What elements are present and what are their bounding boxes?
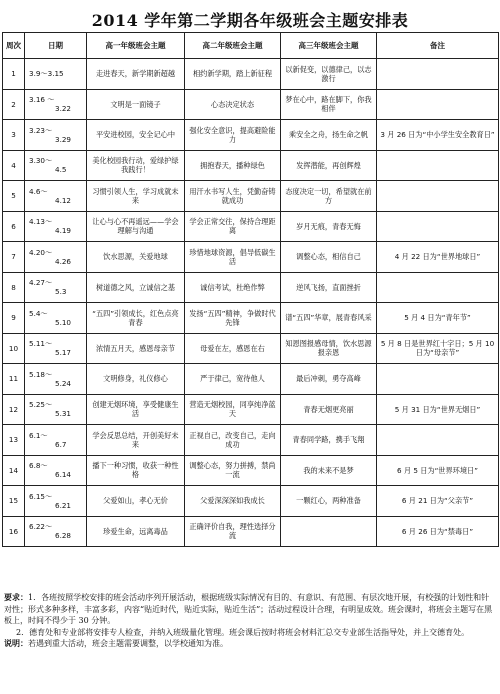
date-range	[25, 425, 87, 456]
grade1-theme: 习惯引领人生，学习成就未来	[87, 181, 185, 212]
date-range	[25, 333, 87, 364]
date-start: 6.22～	[29, 522, 53, 532]
grade2-theme: 珍惜地球资源，倡导低碳生活	[185, 242, 281, 273]
date-end: 5.24	[55, 378, 72, 388]
week-number: 12	[3, 394, 25, 425]
grade2-theme: 诚信考试，杜绝作弊	[185, 272, 281, 303]
date-range	[25, 486, 87, 517]
date-start: 6.1～	[29, 430, 48, 440]
grade3-theme: 逆风飞扬，直面挫折	[281, 272, 377, 303]
requirement-2	[4, 627, 496, 639]
requirement-1	[4, 592, 496, 627]
grade3-theme: 我的未来不是梦	[281, 455, 377, 486]
grade1-theme: 美化校园我行动，爱绿护绿我践行！	[87, 150, 185, 181]
date-range	[25, 242, 87, 273]
date-start: 6.8～	[29, 461, 48, 471]
table-row	[3, 59, 499, 90]
requirement-2-text: 2．德育处和专业部将安排专人检查，并纳入班级量化管理。班会课后按时将班会材料汇总交专业部生活指导处，并上交德育处。	[16, 627, 470, 637]
note-cell	[377, 59, 499, 90]
date-end: 6.21	[55, 500, 72, 510]
explanation-text: 若遇到重大活动，班会主题需要调整，以学校通知为准。	[28, 639, 228, 648]
grade3-theme	[281, 516, 377, 547]
note-cell: 6 月 21 日为“父亲节”	[377, 486, 499, 517]
week-number: 5	[3, 181, 25, 212]
grade3-theme: 知恩图报感母情，饮水思源报亲恩	[281, 333, 377, 364]
table-row	[3, 181, 499, 212]
date-range	[25, 120, 87, 151]
date-range	[25, 59, 87, 90]
table-row	[3, 364, 499, 395]
grade2-theme: 父爱深深深如我成长	[185, 486, 281, 517]
grade1-theme: 饮水思源，关爱地球	[87, 242, 185, 273]
date-range	[25, 272, 87, 303]
table-row	[3, 242, 499, 273]
grade3-theme: 岁月无痕，青春无悔	[281, 211, 377, 242]
week-number: 11	[3, 364, 25, 395]
date-range	[25, 89, 87, 120]
date-range	[25, 516, 87, 547]
week-number: 16	[3, 516, 25, 547]
table-row	[3, 394, 499, 425]
explanation	[4, 638, 496, 650]
grade1-theme: 父爱如山，孝心无价	[87, 486, 185, 517]
date-end: 6.7	[55, 439, 67, 449]
grade2-theme: 营造无烟校园，同享纯净蓝天	[185, 394, 281, 425]
grade2-theme: 正确评价自我，理性选择分流	[185, 516, 281, 547]
date-start: 3.9～3.15	[29, 69, 64, 79]
grade3-theme: 态度决定一切，希望就在前方	[281, 181, 377, 212]
grade2-theme: 相约新学期，踏上新征程	[185, 59, 281, 90]
grade2-theme: 严于律己，宽待他人	[185, 364, 281, 395]
note-cell	[377, 272, 499, 303]
notes-section	[4, 592, 496, 650]
table-row	[3, 150, 499, 181]
grade2-theme: 发扬“五四”精神，争做时代先锋	[185, 303, 281, 334]
grade2-theme: 母爱在左，感恩在右	[185, 333, 281, 364]
grade1-theme: 播下一种习惯，收获一种性格	[87, 455, 185, 486]
date-end: 3.29	[55, 134, 72, 144]
week-number: 10	[3, 333, 25, 364]
date-end: 4.12	[55, 195, 72, 205]
table-row	[3, 425, 499, 456]
schedule-table	[2, 32, 499, 547]
date-start: 3.16 ～	[29, 95, 55, 105]
date-start: 4.6～	[29, 186, 48, 196]
week-number: 9	[3, 303, 25, 334]
date-start: 4.27～	[29, 278, 53, 288]
grade3-theme: 谱“五四”华章，展青春风采	[281, 303, 377, 334]
week-number: 7	[3, 242, 25, 273]
date-start: 5.18～	[29, 369, 53, 379]
note-cell	[377, 89, 499, 120]
date-start: 4.20～	[29, 247, 53, 257]
requirements-label: 要求：	[4, 592, 28, 602]
date-end: 5.3	[55, 287, 67, 297]
grade1-theme: 平安进校园，安全记心中	[87, 120, 185, 151]
date-end: 4.26	[55, 256, 72, 266]
grade1-theme: 树道德之风，立诚信之基	[87, 272, 185, 303]
grade1-theme: 浓情五月天，感恩母亲节	[87, 333, 185, 364]
table-row	[3, 516, 499, 547]
header-date: 日期	[25, 33, 87, 59]
grade3-theme: 乘安全之舟，扬生命之帆	[281, 120, 377, 151]
grade3-theme: 以新促变，以德律己，以志激行	[281, 59, 377, 90]
note-cell: 5 月 31 日为“世界无烟日”	[377, 394, 499, 425]
header-week: 周次	[3, 33, 25, 59]
table-row	[3, 455, 499, 486]
grade2-theme: 心态决定状态	[185, 89, 281, 120]
grade1-theme: 让心与心不再遥远——学会理解与沟通	[87, 211, 185, 242]
header-grade2: 高二年级班会主题	[185, 33, 281, 59]
grade3-theme: 青春同学路，携手飞翔	[281, 425, 377, 456]
table-header-row	[3, 33, 499, 59]
note-cell: 6 月 5 日为“世界环境日”	[377, 455, 499, 486]
header-grade1: 高一年级班会主题	[87, 33, 185, 59]
week-number: 8	[3, 272, 25, 303]
week-number: 1	[3, 59, 25, 90]
date-end: 5.31	[55, 409, 72, 419]
table-row	[3, 120, 499, 151]
header-note: 备注	[377, 33, 499, 59]
note-cell	[377, 150, 499, 181]
grade2-theme: 强化安全意识，提高避险能力	[185, 120, 281, 151]
date-end: 4.5	[55, 165, 67, 175]
date-range	[25, 364, 87, 395]
date-start: 6.15～	[29, 491, 53, 501]
explanation-label: 说明：	[4, 638, 28, 648]
date-start: 3.23～	[29, 125, 53, 135]
date-range	[25, 303, 87, 334]
week-number: 6	[3, 211, 25, 242]
date-range	[25, 394, 87, 425]
date-end: 6.14	[55, 470, 72, 480]
grade1-theme: 创建无烟环境，享受健康生活	[87, 394, 185, 425]
note-cell: 3 月 26 日为“中小学生安全教育日”	[377, 120, 499, 151]
table-row	[3, 211, 499, 242]
table-row	[3, 89, 499, 120]
week-number: 2	[3, 89, 25, 120]
note-cell: 5 月 8 日是世界红十字日；5 月 10 日为“母亲节”	[377, 333, 499, 364]
date-end: 5.17	[55, 348, 72, 358]
date-start: 5.11～	[29, 339, 53, 349]
date-end: 5.10	[55, 317, 72, 327]
note-cell: 6 月 26 日为“禁毒日”	[377, 516, 499, 547]
note-cell: 4 月 22 日为“世界地球日”	[377, 242, 499, 273]
date-range	[25, 181, 87, 212]
note-cell	[377, 364, 499, 395]
date-end: 3.22	[55, 104, 72, 114]
week-number: 13	[3, 425, 25, 456]
date-start: 4.13～	[29, 217, 53, 227]
note-cell	[377, 211, 499, 242]
week-number: 4	[3, 150, 25, 181]
grade3-theme: 梦在心中，路在脚下，你我相伴	[281, 89, 377, 120]
date-start: 3.30～	[29, 156, 53, 166]
grade3-theme: 青春无烟更亮丽	[281, 394, 377, 425]
header-grade3: 高三年级班会主题	[281, 33, 377, 59]
note-cell	[377, 181, 499, 212]
date-start: 5.25～	[29, 400, 53, 410]
grade1-theme: “五四”引领成长，红色点亮青春	[87, 303, 185, 334]
grade1-theme: 文明是一面镜子	[87, 89, 185, 120]
date-start: 5.4～	[29, 308, 48, 318]
note-cell	[377, 425, 499, 456]
table-row	[3, 272, 499, 303]
week-number: 3	[3, 120, 25, 151]
date-end: 4.19	[55, 226, 72, 236]
grade1-theme: 走进春天，新学期新超越	[87, 59, 185, 90]
grade2-theme: 学会正常交往，保持合理距离	[185, 211, 281, 242]
table-row	[3, 303, 499, 334]
grade1-theme: 学会反思总结，开创美好未来	[87, 425, 185, 456]
grade1-theme: 珍爱生命，远离毒品	[87, 516, 185, 547]
date-range	[25, 150, 87, 181]
grade2-theme: 用汗水书写人生，凭勤奋铸就成功	[185, 181, 281, 212]
grade3-theme: 发挥潜能，再创辉煌	[281, 150, 377, 181]
week-number: 14	[3, 455, 25, 486]
table-row	[3, 486, 499, 517]
grade2-theme: 拥抱春天，播种绿色	[185, 150, 281, 181]
grade3-theme: 调整心态，相信自己	[281, 242, 377, 273]
table-row	[3, 333, 499, 364]
note-cell: 5 月 4 日为“青年节”	[377, 303, 499, 334]
grade3-theme: 一颗红心，两种准备	[281, 486, 377, 517]
date-end: 6.28	[55, 531, 72, 541]
date-range	[25, 211, 87, 242]
grade2-theme: 调整心态，努力拼搏，禁尚一流	[185, 455, 281, 486]
week-number: 15	[3, 486, 25, 517]
date-range	[25, 455, 87, 486]
requirement-1-text: 1．各班按照学校安排的班会活动序列开展活动，根据班级实际情况有目的、有意识、有范围、有层次地开展，有校强的计划性和针对性；形式多种多样，丰富多彩，内容“贴近时代，贴近实际，贴近生活”；活动过程设计合理，有明显成效。班会课时，将班会主题写在黑板上，时间不得少于 30 分钟。	[4, 593, 493, 625]
grade2-theme: 正视自己，改变自己，走向成功	[185, 425, 281, 456]
grade1-theme: 文明修身，礼仪修心	[87, 364, 185, 395]
page-title: 2014 学年第二学期各年级班会主题安排表	[91, 11, 409, 30]
table-body	[3, 59, 499, 547]
grade3-theme: 最后冲刺，勇夺高峰	[281, 364, 377, 395]
